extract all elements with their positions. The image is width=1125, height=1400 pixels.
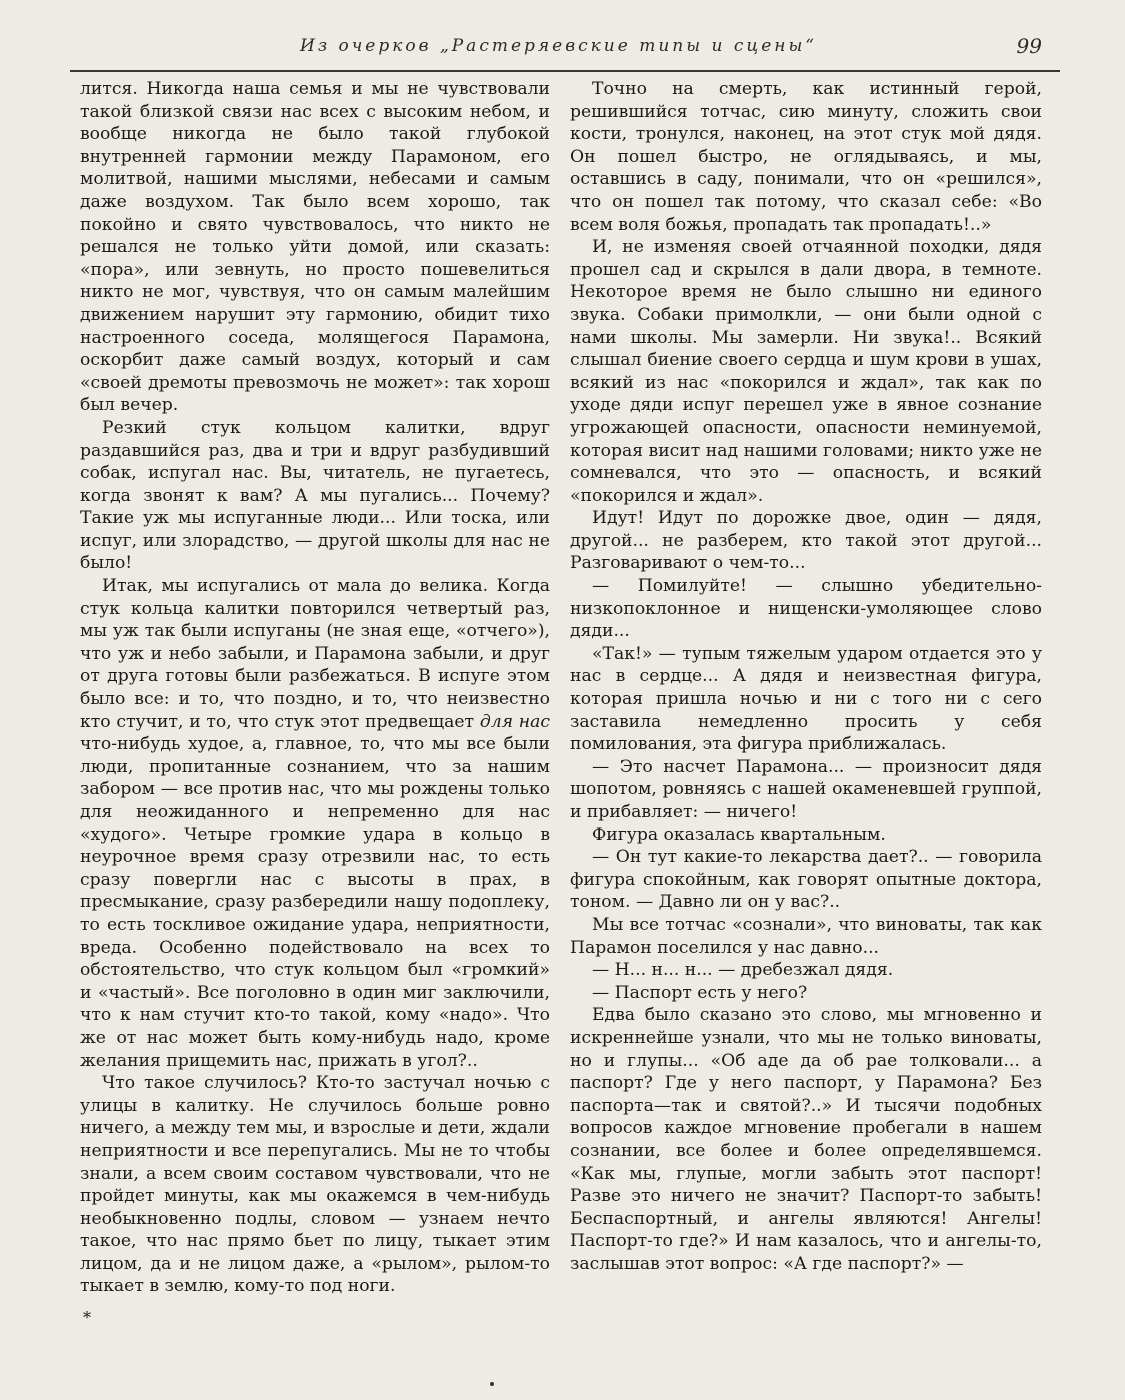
paragraph: Что такое случилось? Кто-то застучал ночью с улицы в калитку. Не случилось больше ровно ничего, а между тем мы, и взрослые и дети, ждали неприятности и все перепугались. Мы не то чтобы знали, а всем своим составом чувствовали, что не пройдет минуты, как мы окажемся в чем-нибудь необыкновенно подлы, словом — узнаем нечто такое, что нас прямо бьет по лицу, тыкает этим лицом, да и не лицом даже, а «рылом», рылом-то тыкает в землю, кому-то под ноги. bbox=[80, 1073, 550, 1297]
paragraph: Едва было сказано это слово, мы мгновенно и искреннейше узнали, что мы не только виноваты, но и глупы... «Об аде да об рае толковали... а паспорт? Где у него паспорт, у Парамона? Без паспорта—так и святой?..» И тысячи подобных вопросов каждое мгновение пробегали в нашем сознании, все более и более определявшемся. «Как мы, глупые, могли забыть этот паспорт! Разве это ничего не значит? Паспорт-то забыть! Беспаспортный, и ангелы являются! Ангелы! Паспорт-то где?» И нам казалось, что и ангелы-то, заслышав этот вопрос: «А где паспорт?» — bbox=[570, 1005, 1042, 1274]
dialogue-line: — Это насчет Парамона... — произносит дядя шопотом, ровняясь с нашей окаменевшей группой, и прибавляет: — ничего! bbox=[570, 756, 1042, 822]
running-title: Из очерков „Растеряевские типы и сцены“ bbox=[300, 36, 817, 56]
emphasis-text: для нас bbox=[479, 711, 551, 732]
paragraph: «Так!» — тупым тяжелым ударом отдается это у нас в сердце... А дядя и неизвестная фигура, которая пришла ночью и ни с того ни с сего заставила немедленно просить у себя помилования, эта фигура приближалась. bbox=[570, 643, 1042, 755]
dialogue-line: — Н... н... н... — дребезжал дядя. bbox=[592, 960, 894, 981]
dialogue-line: — Помилуйте! — слышно убедительно-низкопоклонное и нищенски-умоляющее слово дяди... bbox=[570, 576, 1042, 642]
paragraph: Резкий стук кольцом калитки, вдруг раздавшийся раз, два и три и вдруг разбудивший собак, испугал нас. Вы, читатель, не пугаетесь, когда звонят к вам? А мы пугались... Почему? Такие уж мы испуганные люди... Или тоска, или испуг, или злорадство, — другой школы для нас не было! bbox=[80, 417, 550, 574]
paragraph: Фигура оказалась квартальным. bbox=[592, 824, 886, 845]
paragraph-text: Итак, мы испугались от мала до велика. Когда стук кольца калитки повторился четвертый раз, мы уж так были испуганы (не зная еще, «отчего»), что уж и небо забыли, и Парамона забыли, и друг от друга готовы были разбежаться. В испуге этом было все: и то, что поздно, и то, что неизвестно кто стучит, и то, что стук этот предвещает bbox=[80, 576, 550, 732]
left-column bbox=[80, 78, 550, 1298]
print-speck bbox=[490, 1382, 494, 1386]
paragraph: лится. Никогда наша семья и мы не чувствовали такой близкой связи нас всех с высоким небом, и вообще никогда не было такой глубокой внутренней гармонии между Парамоном, его молитвой, нашими мыслями, небесами и самым даже воздухом. Так было всем хорошо, так покойно и свято чувствовалось, что никто не решался не только уйти домой, или сказать: «пора», или зевнуть, но просто пошевелиться никто не мог, чувствуя, что он самым малейшим движением нарушит эту гармонию, обидит тихо настроенного соседа, молящегося Парамона, оскорбит даже самый воздух, который и сам «своей дремоты превозмочь не может»: так хорош был вечер. bbox=[80, 79, 550, 416]
right-column bbox=[570, 78, 1042, 1275]
dialogue-line: — Он тут какие-то лекарства дает?.. — говорила фигура спокойным, как говорят опытные доктора, тоном. — Давно ли он у вас?.. bbox=[570, 847, 1042, 913]
paragraph bbox=[80, 575, 550, 1072]
paragraph: Точно на смерть, как истинный герой, решившийся тотчас, сию минуту, сложить свои кости, тронулся, наконец, на этот стук мой дядя. Он пошел быстро, не оглядываясь, и мы, оставшись в саду, понимали, что он «решился», что он пошел так потому, что сказал себе: «Во всем воля божья, пропадать так пропадать!..» bbox=[570, 79, 1042, 235]
paragraph: Мы все тотчас «сознали», что виноваты, так как Парамон поселился у нас давно... bbox=[570, 914, 1042, 958]
footer-asterisk: * bbox=[83, 1308, 91, 1327]
page-number: 99 bbox=[1016, 34, 1042, 58]
paragraph: Идут! Идут по дорожке двое, один — дядя, другой... не разберем, кто такой этот другой... Разговаривают о чем-то... bbox=[570, 508, 1042, 574]
paragraph-text: что-нибудь худое, а, главное, то, что мы все были люди, пропитанные сознанием, что за нашим забором — все против нас, что мы рождены только для неожиданного и непременно для нас «худого». Четыре громкие удара в кольцо в неурочное время сразу отрезвили нас, то есть сразу повергли нас с высоты в прах, в пресмыкание, сразу разбередили нашу подоплеку, то есть тоскливое ожидание удара, неприятности, вреда. Особенно подействовало на всех то обстоятельство, что стук кольцом был «громкий» и «частый». Все поголовно в один миг заключили, что к нам стучит кто-то такой, кому «надо». Что же от нас может быть кому-нибудь надо, кроме желания прищемить нас, прижать в угол?.. bbox=[80, 734, 550, 1071]
running-header bbox=[70, 30, 1060, 72]
paragraph: И, не изменяя своей отчаянной походки, дядя прошел сад и скрылся в дали двора, в темноте. Некоторое время не было слышно ни единого звука. Собаки примолкли, — они были одной с нами школы. Мы замерли. Ни звука!.. Всякий слышал биение своего сердца и шум крови в ушах, всякий из нас «покорился и ждал», так как по уходе дяди испуг перешел уже в явное сознание угрожающей опасности, опасности неминуемой, которая висит над нашими головами; никто уже не сомневался, что это — опасность, и всякий «покорился и ждал». bbox=[570, 237, 1042, 506]
dialogue-line: — Паспорт есть у него? bbox=[592, 982, 808, 1003]
